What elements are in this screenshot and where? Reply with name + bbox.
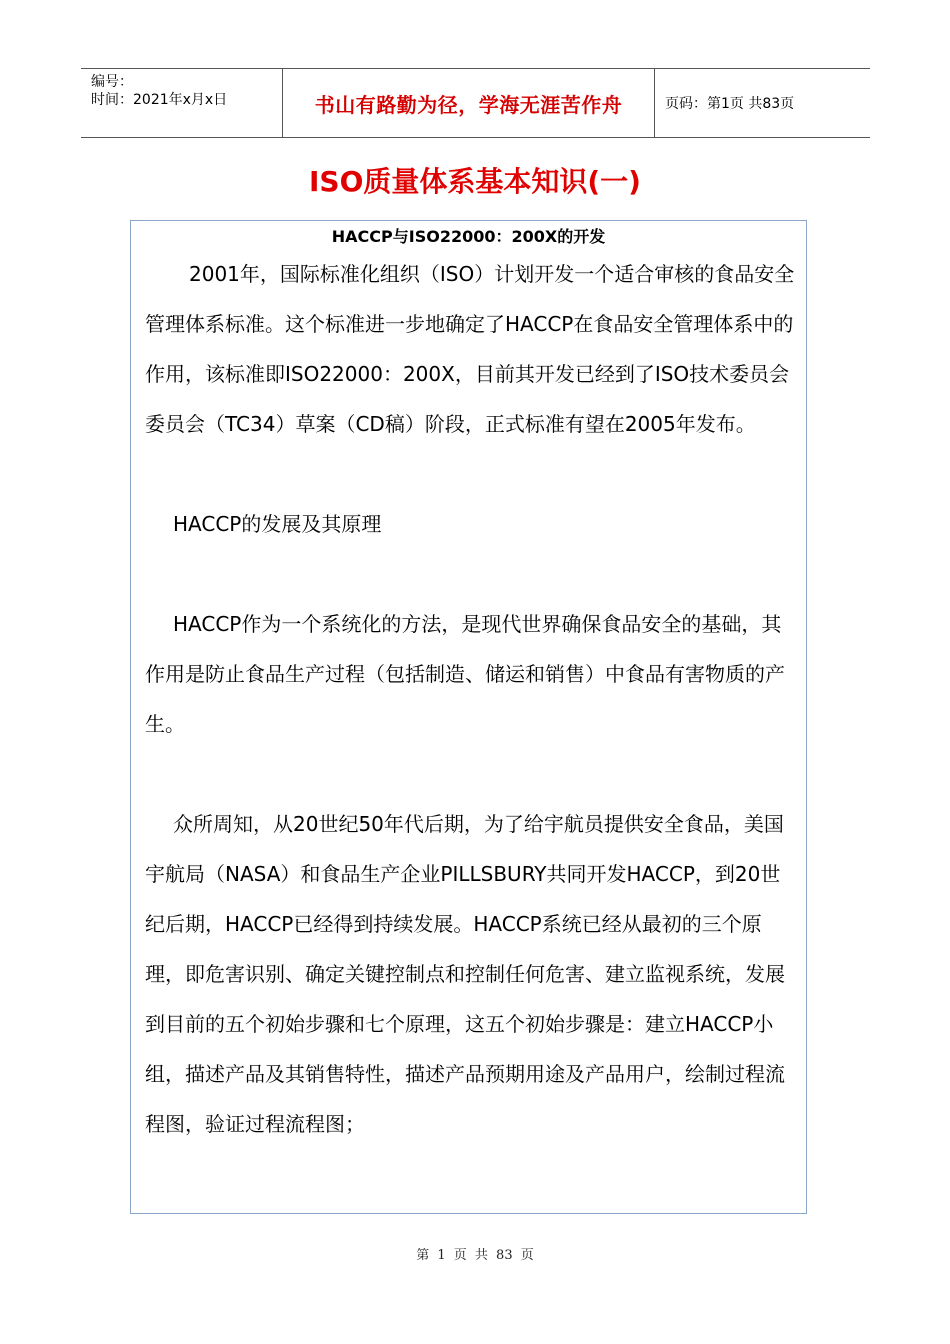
header-page-cell xyxy=(655,69,870,137)
header-motto: 书山有路勤为径，学海无涯苦作舟 xyxy=(314,92,623,117)
header-meta xyxy=(81,69,282,137)
page-header xyxy=(81,68,870,138)
header-page-number: 页码：第1页 共83页 xyxy=(665,96,795,112)
paragraph-1: 2001年，国际标准化组织（ISO）计划开发一个适合审核的食品安全管理体系标准。这个标准进一步地确定了HACCP在食品安全管理体系中的作用，该标准即ISO22000：200X，目前其开发已经到了ISO技术委员会委员会（TC34）草案（CD稿）阶段，正式标准有望在2005年发布。 xyxy=(145,262,795,436)
section-heading: HACCP的发展及其原理 xyxy=(173,512,382,536)
document-number-label: 编号： xyxy=(91,74,133,90)
document-title: ISO质量体系基本知识(一) xyxy=(309,165,641,198)
body-text xyxy=(131,249,806,1149)
document-date-label: 时间：2021年x月x日 xyxy=(91,92,228,108)
page-footer: 第 1 页 共 83 页 xyxy=(416,1248,534,1263)
section-subtitle: HACCP与ISO22000：200X的开发 xyxy=(331,227,606,246)
content-box xyxy=(130,220,807,1214)
paragraph-3: 众所周知，从20世纪50年代后期，为了给宇航员提供安全食品，美国宇航局（NASA）和食品生产企业PILLSBURY共同开发HACCP，到20世纪后期，HACCP已经得到持续发展。HACCP系统已经从最初的三个原理，即危害识别、确定关键控制点和控制任何危害、建立监视系统，发展到目前的五个初始步骤和七个原理，这五个初始步骤是：建立HACCP小组，描述产品及其销售特性，描述产品预期用途及产品用户，绘制过程流程图，验证过程流程图； xyxy=(145,812,785,1136)
header-motto-cell xyxy=(282,69,655,137)
paragraph-2: HACCP作为一个系统化的方法，是现代世界确保食品安全的基础，其作用是防止食品生产过程（包括制造、储运和销售）中食品有害物质的产生。 xyxy=(145,612,785,736)
